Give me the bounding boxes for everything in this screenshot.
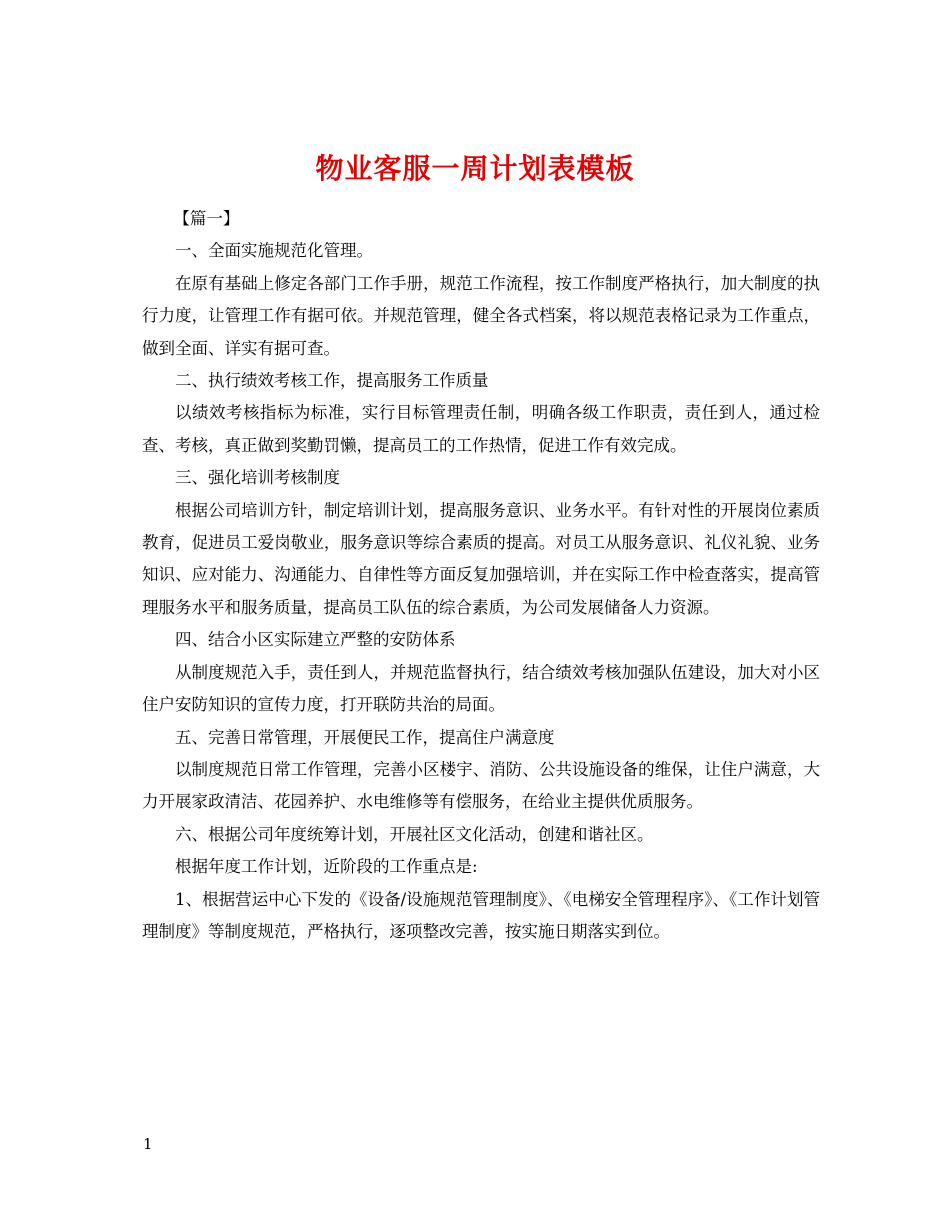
page-number: 1 bbox=[143, 1135, 153, 1153]
heading-3: 三、强化培训考核制度 bbox=[175, 468, 340, 488]
document-title: 物业客服一周计划表模板 bbox=[315, 151, 635, 185]
paragraph-7: 1、根据营运中心下发的《设备/设施规范管理制度》、《电梯安全管理程序》、《工作计划管理制度》等制度规范，严格执行，逐项整改完善，按实施日期落实到位。 bbox=[142, 889, 820, 941]
paragraph-5: 以制度规范日常工作管理，完善小区楼宇、消防、公共设施设备的维保，让住户满意，大力开展家政清洁、花园养护、水电维修等有偿服务，在给业主提供优质服务。 bbox=[142, 759, 820, 812]
heading-2: 二、执行绩效考核工作，提高服务工作质量 bbox=[175, 371, 489, 391]
paragraph-1: 在原有基础上修定各部门工作手册，规范工作流程，按工作制度严格执行，加大制度的执行力度，让管理工作有据可依。并规范管理，健全各式档案，将以规范表格记录为工作重点，做到全面、详实有据可查。 bbox=[142, 273, 820, 358]
paragraph-3: 根据公司培训方针，制定培训计划，提高服务意识、业务水平。有针对性的开展岗位素质教育，促进员工爱岗敬业，服务意识等综合素质的提高。对员工从服务意识、礼仪礼貌、业务知识、应对能力、沟通能力、自律性等方面反复加强培训，并在实际工作中检查落实，提高管理服务水平和服务质量，提高员工队伍的综合素质，为公司发展储备人力资源。 bbox=[142, 500, 820, 617]
heading-6: 六、根据公司年度统筹计划，开展社区文化活动，创建和谐社区。 bbox=[175, 824, 654, 844]
paragraph-6: 根据年度工作计划，近阶段的工作重点是: bbox=[175, 857, 478, 877]
paragraph-4: 从制度规范入手，责任到人，并规范监督执行，结合绩效考核加强队伍建设，加大对小区住户安防知识的宣传力度，打开联防共治的局面。 bbox=[142, 662, 820, 715]
heading-4: 四、结合小区实际建立严整的安防体系 bbox=[175, 630, 456, 650]
paragraph-2: 以绩效考核指标为标准，实行目标管理责任制，明确各级工作职责，责任到人，通过检查、考核，真正做到奖勤罚懒，提高员工的工作热情，促进工作有效完成。 bbox=[142, 403, 820, 455]
document-body bbox=[142, 203, 820, 948]
heading-1: 一、全面实施规范化管理。 bbox=[175, 241, 373, 261]
section-tag: 【篇一】 bbox=[173, 209, 240, 228]
heading-5: 五、完善日常管理，开展便民工作，提高住户满意度 bbox=[175, 727, 555, 747]
